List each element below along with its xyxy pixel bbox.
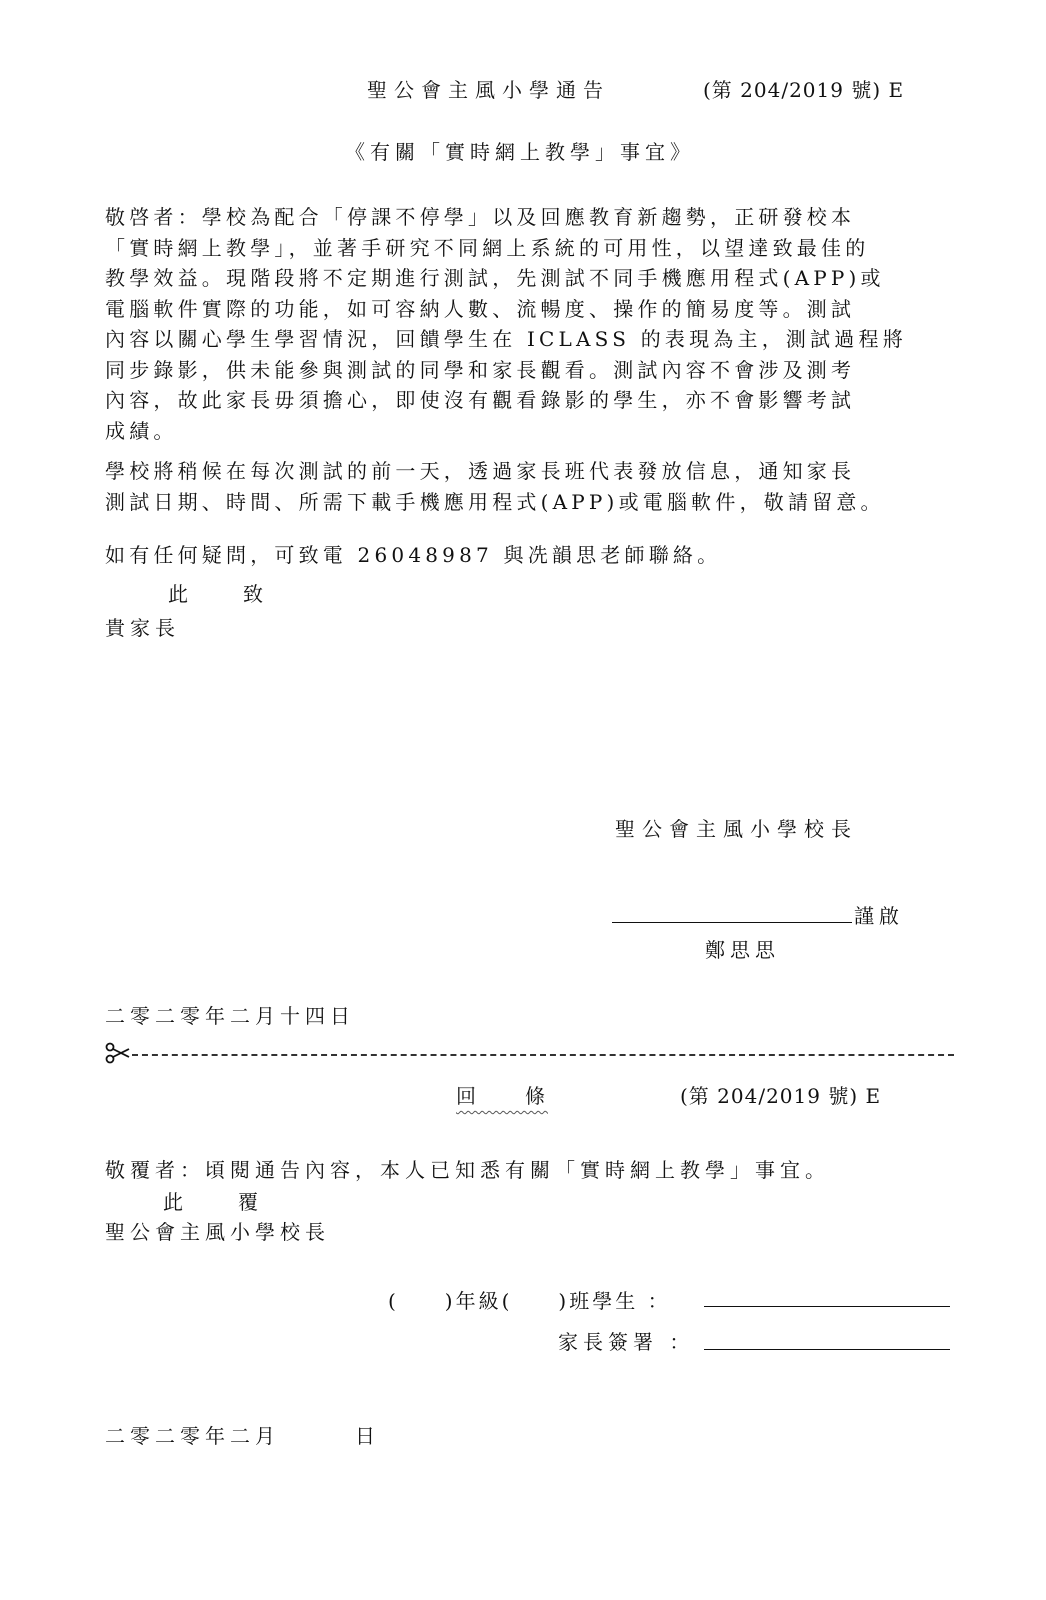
signature-line	[612, 922, 852, 923]
contact-line: 如有任何疑問，可致電 26048987 與冼韻思老師聯絡。	[105, 543, 722, 567]
paragraph-line: 內容，故此家長毋須擔心，即使沒有觀看錄影的學生，亦不會影響考試	[105, 388, 856, 412]
paragraph-line: 測試日期、時間、所需下載手機應用程式(APP)或電腦軟件，敬請留意。	[105, 489, 885, 514]
signer-title: 聖公會主風小學校長	[615, 817, 858, 841]
scissors-icon	[104, 1040, 130, 1066]
paragraph-line: 教學效益。現階段將不定期進行測試，先測試不同手機應用程式(APP)或	[105, 266, 885, 290]
paragraph-line: 學校將稍候在每次測試的前一天，透過家長班代表發放信息，通知家長	[105, 459, 856, 483]
respectfully-text: 謹啟	[854, 904, 904, 928]
student-class-label: ( )年級( )班學生 ：	[388, 1289, 671, 1313]
notice-subject: 《有關「實時網上教學」事宜》	[345, 140, 695, 164]
reply-date: 二零二零年二月 日	[105, 1424, 380, 1448]
paragraph-line: 電腦軟件實際的功能，如可容納人數、流暢度、操作的簡易度等。測試	[105, 296, 856, 321]
paragraph-line: 敬啓者：學校為配合「停課不停學」以及回應教育新趨勢，正研發校本	[105, 205, 856, 229]
notice-paragraph-2	[105, 456, 950, 517]
student-name-field[interactable]	[704, 1306, 950, 1307]
reply-addressee: 聖公會主風小學校長	[105, 1220, 330, 1244]
paragraph-line: 「實時網上教學」，並著手研究不同網上系統的可用性，以望達致最佳的	[105, 235, 870, 260]
notice-number: (第 204/2019 號) E	[703, 78, 905, 102]
paragraph-line: 成績。	[105, 418, 178, 443]
notice-paragraph-1	[105, 202, 950, 446]
paragraph-line: 內容以關心學生學習情況，回饋學生在 ICLASS 的表現為主，測試過程將	[105, 327, 907, 351]
reply-statement: 敬覆者：頃閱通告內容，本人已知悉有關「實時網上教學」事宜。	[105, 1158, 830, 1182]
parent-signature-label: 家長簽署 ：	[558, 1330, 695, 1354]
reply-number: (第 204/2019 號) E	[680, 1084, 882, 1108]
reply-closing: 此 覆	[163, 1190, 263, 1214]
notice-paragraph-3	[105, 540, 950, 571]
parent-signature-field[interactable]	[704, 1349, 950, 1350]
signer-name: 鄭思思	[705, 938, 780, 962]
notice-title: 聖公會主風小學通告	[367, 78, 610, 102]
addressee: 貴家長	[105, 616, 180, 640]
paragraph-line: 同步錄影，供未能參與測試的同學和家長觀看。測試內容不會涉及測考	[105, 357, 856, 382]
notice-date: 二零二零年二月十四日	[105, 1004, 355, 1028]
reply-title: 回 條	[456, 1084, 548, 1108]
closing-greeting: 此 致	[168, 582, 268, 606]
cut-line	[132, 1054, 954, 1056]
